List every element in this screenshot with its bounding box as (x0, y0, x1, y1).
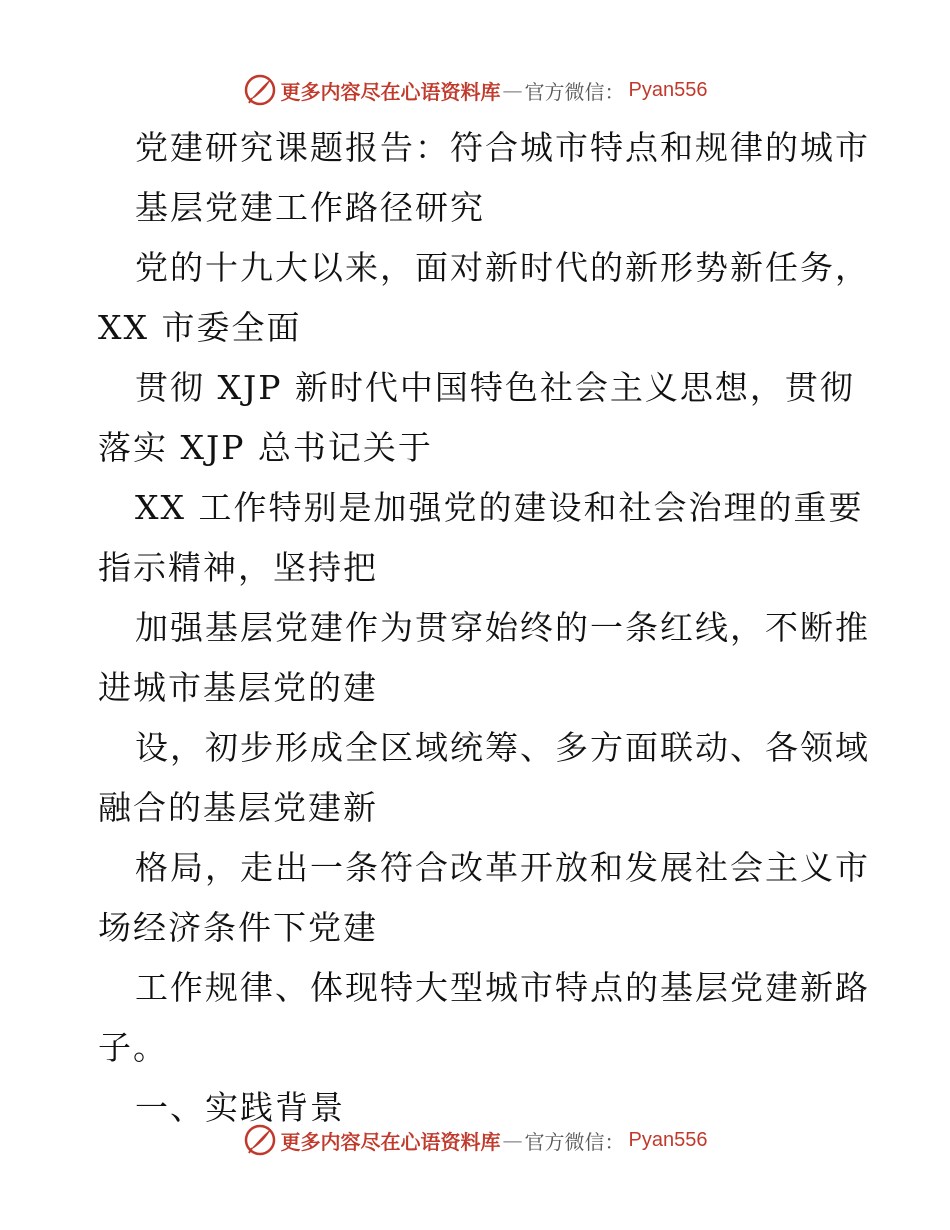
body-text-line: 格局，走出一条符合改革开放和发展社会主义市 (135, 848, 870, 887)
body-text-line: 党的十九大以来，面对新时代的新形势新任务， (135, 248, 870, 287)
quill-logo-icon (243, 73, 277, 107)
body-text-line: 融合的基层党建新 (98, 788, 378, 827)
watermark-wechat-label: 官方微信： (524, 79, 625, 104)
watermark-main-text: 更多内容尽在心语资料库 (280, 79, 501, 104)
body-text-line: 工作规律、体现特大型城市特点的基层党建新路 (135, 968, 870, 1007)
body-text-line: 加强基层党建作为贯穿始终的一条红线，不断推 (135, 608, 870, 647)
document-body (98, 118, 870, 1138)
watermark-banner-bottom (0, 1118, 950, 1162)
watermark-banner-top (0, 68, 950, 112)
body-text-line: 一、实践背景 (135, 1088, 345, 1127)
body-text-line: 基层党建工作路径研究 (135, 188, 485, 227)
watermark-dash: — (502, 1128, 523, 1152)
body-text-line: 子。 (98, 1028, 168, 1067)
body-text-line: 贯彻 XJP 新时代中国特色社会主义思想，贯彻 (135, 368, 855, 407)
body-text-line: 党建研究课题报告：符合城市特点和规律的城市 (135, 128, 870, 167)
body-text-line: XX 市委全面 (98, 308, 302, 347)
body-text-line: 指示精神，坚持把 (98, 548, 378, 587)
quill-logo-icon (243, 1123, 277, 1157)
watermark-wechat-id: Pyan556 (628, 1128, 708, 1151)
body-text-line: 落实 XJP 总书记关于 (98, 428, 433, 467)
watermark-wechat-id: Pyan556 (628, 78, 708, 101)
body-text-line: 场经济条件下党建 (98, 908, 378, 947)
body-text-line: 设，初步形成全区域统筹、多方面联动、各领域 (135, 728, 870, 767)
watermark-main-text: 更多内容尽在心语资料库 (280, 1129, 501, 1154)
body-text-line: 进城市基层党的建 (98, 668, 378, 707)
body-text-line: XX 工作特别是加强党的建设和社会治理的重要 (135, 488, 864, 527)
watermark-wechat-label: 官方微信： (524, 1129, 625, 1154)
watermark-dash: — (502, 78, 523, 102)
